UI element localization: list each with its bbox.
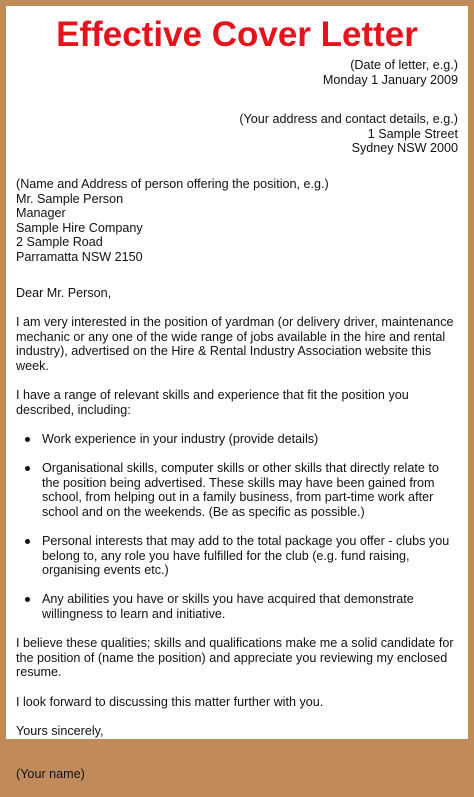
list-item-text: Organisational skills, computer skills or other skills that directly relate to the position being advertised. These skills may have been gained from school, from helping out in a family business, from part-time work after school and on the weekends. (Be as specific as possible.) [42,461,439,519]
recipient-company: Sample Hire Company [16,220,143,235]
page-title: Effective Cover Letter [56,15,418,54]
sign-off: Yours sincerely, [16,723,104,738]
recipient-street: 2 Sample Road [16,235,103,250]
skills-lead-paragraph: I have a range of relevant skills and experience that fit the position you described, including: [16,388,409,417]
list-item-text: Work experience in your industry (provide details) [42,431,319,446]
letter-date: Monday 1 January 2009 [322,72,458,87]
sender-hint: (Your address and contact details, e.g.) [239,112,458,126]
bullet-icon [25,539,30,544]
letter-page [6,6,468,782]
recipient-hint: (Name and Address of person offering the position, e.g.) [16,177,329,191]
salutation: Dear Mr. Person, [16,286,112,300]
recipient-address-block [16,177,329,265]
recipient-city: Parramatta NSW 2150 [16,249,143,264]
list-item-text: Personal interests that may add to the total package you offer - clubs you belong to, any role you have fulfilled for the club (e.g. fund raising, organising events etc.) [42,534,450,578]
list-item [16,432,454,447]
bullet-icon [25,437,30,442]
sender-address-block [239,112,458,156]
sender-city: Sydney NSW 2000 [351,141,458,156]
skills-list [16,432,454,622]
date-hint: (Date of letter, e.g.) [350,58,458,72]
signature-space [16,738,454,767]
signature-name: (Your name) [16,767,85,782]
list-item-text: Any abilities you have or skills you have acquired that demonstrate willingness to learn and initiative. [42,592,414,622]
list-item [16,461,454,519]
list-item [16,534,454,578]
recipient-name: Mr. Sample Person [16,191,124,206]
belief-paragraph: I believe these qualities; skills and qualifications make me a solid candidate for the position of (name the position) and appreciate you reviewing my enclosed resume. [16,636,454,680]
intro-paragraph: I am very interested in the position of yardman (or delivery driver, maintenance mechanic or any one of the wide range of jobs available in the hire and rental industry), advertised on the Hire & Rental Industry Association website this week. [16,315,454,373]
bullet-icon [25,597,30,602]
date-block [323,58,458,87]
list-item [16,592,454,621]
letter-body [16,286,454,797]
recipient-position: Manager [16,206,66,221]
forward-paragraph: I look forward to discussing this matter further with you. [16,694,324,709]
bullet-icon [25,466,30,471]
sender-street: 1 Sample Street [367,126,458,141]
